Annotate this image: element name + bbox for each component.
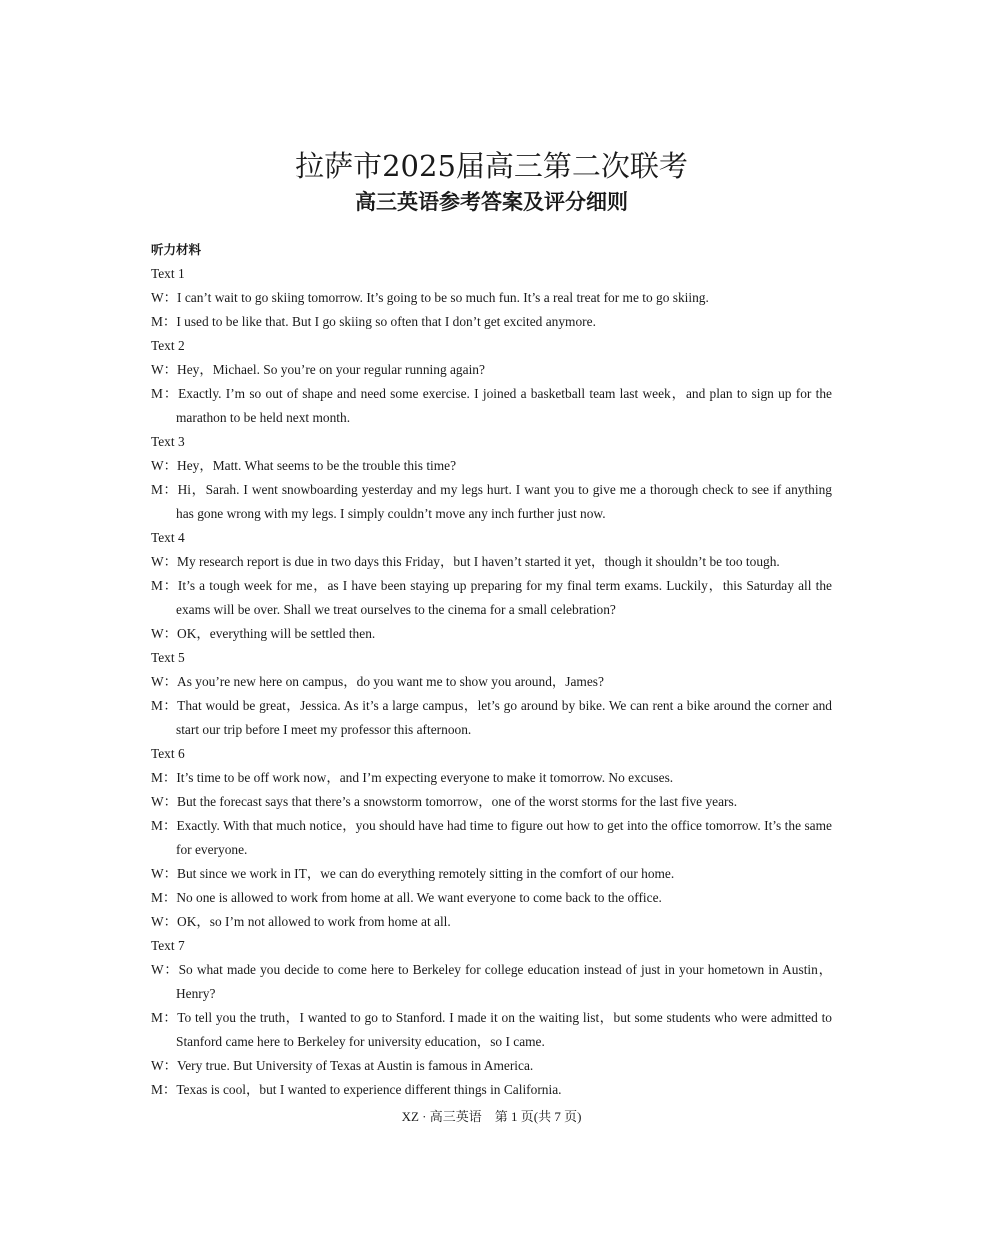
dialogue-text: OK，everything will be settled then. xyxy=(177,626,376,641)
dialogue-text: Hey，Matt. What seems to be the trouble this time? xyxy=(177,458,457,473)
section-label: 听力材料 xyxy=(151,242,202,257)
dialogue-text: It’s a tough week for me，as I have been staying up preparing for my final term exams. Luckily，this Saturday all the exams will be over. Shall we treat ourselves to the cinema for a small celebration? xyxy=(176,578,832,617)
dialogue-text: Hi，Sarah. I went snowboarding yesterday and my legs hurt. I want you to give me a thorough check to see if anything has gone wrong with my legs. I simply couldn’t move any inch further just now. xyxy=(176,482,832,521)
speaker-label: W： xyxy=(151,962,179,977)
dialogue-text: I used to be like that. But I go skiing so often that I don’t get excited anymore. xyxy=(176,314,596,329)
dialogue-line xyxy=(151,382,832,430)
dialogue-text: To tell you the truth，I wanted to go to Stanford. I made it on the waiting list，but some students who were admitted to Stanford came here to Berkeley for university education，so I came. xyxy=(176,1010,832,1049)
dialogue-line xyxy=(151,550,832,574)
dialogue-line xyxy=(151,766,832,790)
dialogue-text: As you’re new here on campus，do you want me to show you around，James? xyxy=(177,674,604,689)
text-block xyxy=(151,646,832,742)
speaker-label: M： xyxy=(151,818,177,833)
dialogue-line xyxy=(151,1054,832,1078)
dialogue-text: It’s time to be off work now，and I’m expecting everyone to make it tomorrow. No excuses. xyxy=(176,770,674,785)
dialogue-line xyxy=(151,478,832,526)
text-label: Text 3 xyxy=(151,434,185,449)
dialogue-text: But since we work in IT，we can do everything remotely sitting in the comfort of our home. xyxy=(177,866,675,881)
text-block xyxy=(151,262,832,334)
speaker-label: M： xyxy=(151,890,177,905)
speaker-label: M： xyxy=(151,698,178,713)
dialogue-text: No one is allowed to work from home at all. We want everyone to come back to the office. xyxy=(176,890,662,905)
dialogue-text: Hey，Michael. So you’re on your regular running again? xyxy=(177,362,485,377)
dialogue-line xyxy=(151,670,832,694)
dialogue-text: Texas is cool，but I wanted to experience different things in California. xyxy=(176,1082,562,1097)
text-block xyxy=(151,334,832,430)
speaker-label: W： xyxy=(151,794,178,809)
text-block xyxy=(151,742,832,934)
dialogue-line xyxy=(151,454,832,478)
text-label: Text 2 xyxy=(151,338,185,353)
speaker-label: M： xyxy=(151,482,178,497)
speaker-label: W： xyxy=(151,1058,178,1073)
text-label: Text 1 xyxy=(151,266,185,281)
text-label: Text 6 xyxy=(151,746,185,761)
dialogue-text: Very true. But University of Texas at Austin is famous in America. xyxy=(177,1058,534,1073)
text-label: Text 5 xyxy=(151,650,185,665)
dialogue-line xyxy=(151,694,832,742)
speaker-label: W： xyxy=(151,626,178,641)
page-title: 拉萨市2025届高三第二次联考 xyxy=(295,149,688,183)
dialogue-line xyxy=(151,574,832,622)
dialogue-text: My research report is due in two days this Friday，but I haven’t started it yet，though it shouldn’t be too tough. xyxy=(177,554,780,569)
speaker-label: W： xyxy=(151,866,178,881)
dialogue-line xyxy=(151,958,832,1006)
speaker-label: M： xyxy=(151,578,178,593)
speaker-label: W： xyxy=(151,290,178,305)
speaker-label: W： xyxy=(151,914,178,929)
dialogue-line xyxy=(151,310,832,334)
dialogue-line xyxy=(151,862,832,886)
page-subtitle: 高三英语参考答案及评分细则 xyxy=(355,190,628,214)
dialogue-line xyxy=(151,1078,832,1102)
listening-transcript xyxy=(151,238,832,1102)
text-label: Text 7 xyxy=(151,938,185,953)
speaker-label: M： xyxy=(151,314,177,329)
speaker-label: M： xyxy=(151,1082,177,1097)
speaker-label: W： xyxy=(151,458,178,473)
page-footer: XZ · 高三英语 第 1 页(共 7 页) xyxy=(401,1109,582,1124)
text-block xyxy=(151,430,832,526)
speaker-label: M： xyxy=(151,1010,178,1025)
text-label: Text 4 xyxy=(151,530,185,545)
text-block xyxy=(151,934,832,1102)
speaker-label: W： xyxy=(151,674,178,689)
dialogue-text: That would be great，Jessica. As it’s a large campus，let’s go around by bike. We can rent a bike around the corner and start our trip before I meet my professor this afternoon. xyxy=(176,698,832,737)
dialogue-line xyxy=(151,622,832,646)
dialogue-line xyxy=(151,790,832,814)
dialogue-text: Exactly. I’m so out of shape and need some exercise. I joined a basketball team last week，and plan to sign up for the marathon to be held next month. xyxy=(176,386,832,425)
dialogue-line xyxy=(151,910,832,934)
dialogue-text: OK，so I’m not allowed to work from home at all. xyxy=(177,914,451,929)
speaker-label: W： xyxy=(151,554,178,569)
speaker-label: W： xyxy=(151,362,178,377)
dialogue-text: But the forecast says that there’s a snowstorm tomorrow，one of the worst storms for the last five years. xyxy=(177,794,738,809)
dialogue-text: I can’t wait to go skiing tomorrow. It’s going to be so much fun. It’s a real treat for me to go skiing. xyxy=(177,290,709,305)
dialogue-line xyxy=(151,1006,832,1054)
texts-container xyxy=(151,262,832,1102)
dialogue-line xyxy=(151,814,832,862)
speaker-label: M： xyxy=(151,770,177,785)
dialogue-line xyxy=(151,358,832,382)
dialogue-text: So what made you decide to come here to Berkeley for college education instead of just in your hometown in Austin，Henry? xyxy=(176,962,832,1001)
text-block xyxy=(151,526,832,646)
dialogue-text: Exactly. With that much notice，you should have had time to figure out how to get into the office tomorrow. It’s the same for everyone. xyxy=(176,818,832,857)
speaker-label: M： xyxy=(151,386,179,401)
dialogue-line xyxy=(151,286,832,310)
dialogue-line xyxy=(151,886,832,910)
